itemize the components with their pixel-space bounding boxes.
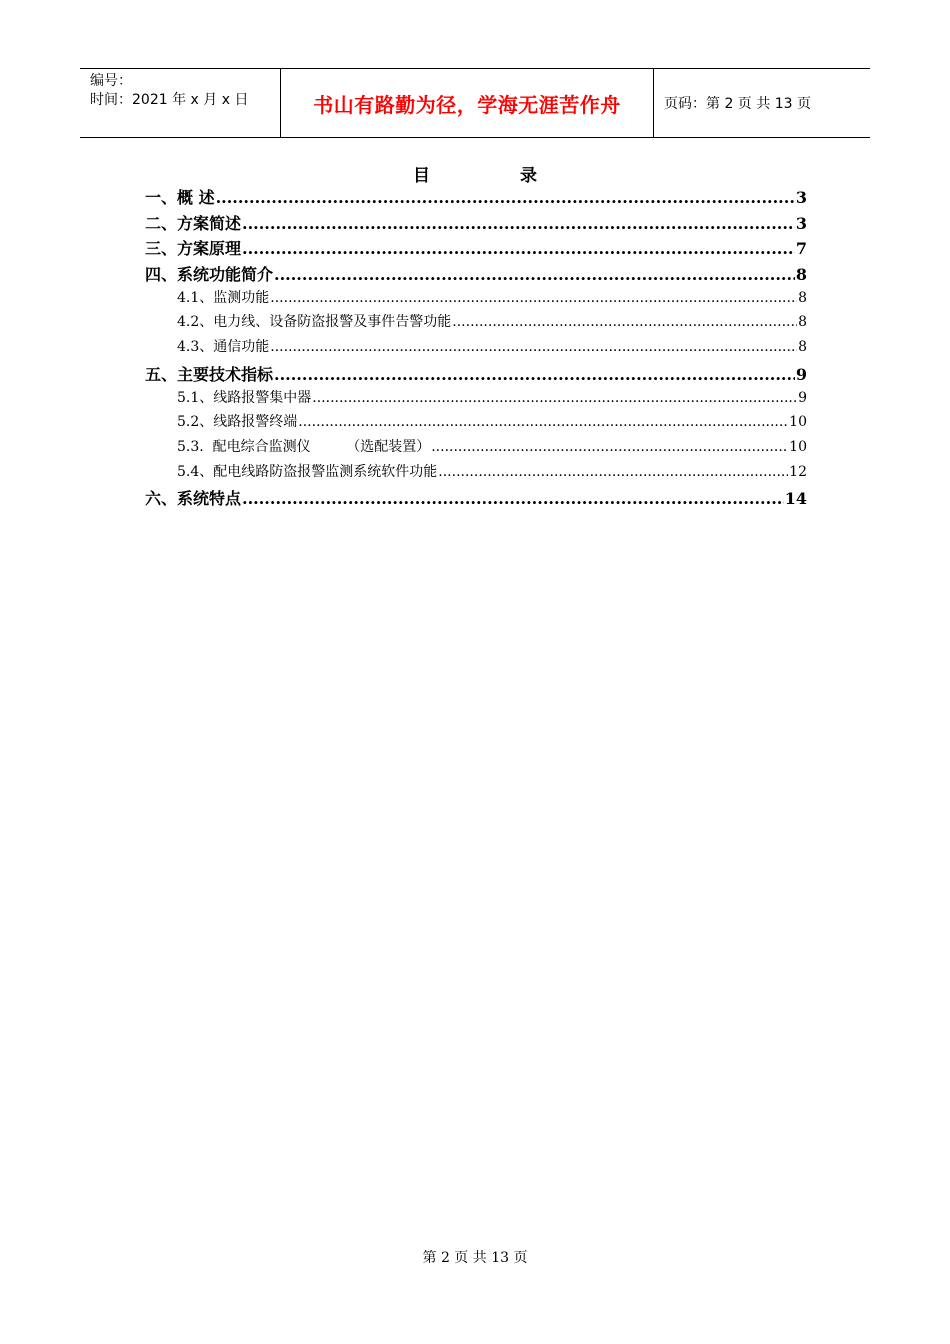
toc-entry-label: 5.4、配电线路防盗报警监测系统软件功能 bbox=[177, 463, 438, 480]
toc-subentry-4-1[interactable] bbox=[145, 287, 807, 312]
toc-entry-technical-specs[interactable] bbox=[145, 361, 807, 387]
toc-entry-label: 六、系统特点 bbox=[145, 489, 242, 509]
toc-entry-label: 4.3、通信功能 bbox=[177, 339, 270, 356]
toc-entry-label: 一、概 述 bbox=[145, 188, 215, 207]
table-of-contents bbox=[145, 184, 807, 511]
toc-leader-dots bbox=[270, 339, 797, 355]
toc-entry-scheme-summary[interactable] bbox=[145, 210, 807, 236]
toc-entry-label: 4.2、电力线、设备防盗报警及事件告警功能 bbox=[177, 314, 452, 331]
toc-entry-system-features[interactable] bbox=[145, 485, 807, 511]
toc-leader-dots bbox=[242, 214, 795, 233]
toc-subentry-5-3[interactable] bbox=[145, 436, 807, 461]
toc-leader-dots bbox=[431, 439, 788, 455]
toc-leader-dots bbox=[216, 188, 795, 207]
toc-subentry-5-4[interactable] bbox=[145, 461, 807, 486]
toc-leader-dots bbox=[438, 464, 788, 480]
toc-entry-label: 五、主要技术指标 bbox=[145, 364, 274, 384]
toc-entry-label: 三、方案原理 bbox=[145, 239, 242, 259]
header-info-cell bbox=[80, 69, 281, 137]
toc-entry-page: 8 bbox=[798, 339, 807, 356]
toc-entry-label: 5.1、线路报警集中器 bbox=[177, 389, 312, 406]
toc-entry-page: 12 bbox=[789, 463, 807, 480]
toc-entry-overview[interactable] bbox=[145, 184, 807, 210]
toc-entry-page: 14 bbox=[784, 489, 807, 509]
toc-entry-page: 3 bbox=[795, 213, 807, 233]
header-motto: 书山有路勤为径，学海无涯苦作舟 bbox=[281, 69, 654, 137]
toc-title-left: 目 bbox=[413, 166, 430, 186]
toc-entry-label: 4.1、监测功能 bbox=[177, 289, 270, 306]
toc-leader-dots bbox=[274, 265, 795, 284]
toc-entry-label: 二、方案简述 bbox=[145, 213, 242, 233]
time-label: 时间：2021 年 x 月 x 日 bbox=[90, 92, 249, 108]
toc-entry-page: 9 bbox=[798, 389, 807, 406]
toc-leader-dots bbox=[242, 489, 784, 508]
toc-leader-dots bbox=[298, 414, 788, 430]
toc-title bbox=[0, 161, 950, 186]
toc-leader-dots bbox=[452, 314, 797, 330]
header-page-label: 页码：第 2 页 共 13 页 bbox=[664, 96, 811, 112]
toc-entry-label: 5.3. 配电综合监测仪 （选配装置） bbox=[177, 438, 431, 455]
toc-entry-label: 四、系统功能简介 bbox=[145, 265, 274, 285]
toc-entry-page: 8 bbox=[798, 289, 807, 306]
toc-entry-label: 5.2、线路报警终端 bbox=[177, 414, 298, 431]
toc-entry-page: 8 bbox=[798, 314, 807, 331]
toc-entry-system-functions[interactable] bbox=[145, 261, 807, 287]
toc-subentry-4-3[interactable] bbox=[145, 336, 807, 361]
document-header bbox=[80, 68, 870, 138]
toc-entry-scheme-principle[interactable] bbox=[145, 235, 807, 261]
toc-subentry-5-1[interactable] bbox=[145, 387, 807, 412]
doc-number-label: 编号： bbox=[90, 73, 132, 89]
toc-leader-dots bbox=[270, 290, 797, 306]
toc-title-right: 录 bbox=[520, 166, 537, 186]
toc-subentry-5-2[interactable] bbox=[145, 411, 807, 436]
toc-leader-dots bbox=[312, 390, 797, 406]
toc-entry-page: 9 bbox=[795, 364, 807, 384]
toc-entry-page: 7 bbox=[795, 239, 807, 259]
toc-leader-dots bbox=[274, 365, 795, 384]
page-footer: 第 2 页 共 13 页 bbox=[422, 1250, 528, 1266]
toc-entry-page: 10 bbox=[789, 414, 807, 431]
toc-entry-page: 3 bbox=[795, 188, 807, 207]
toc-entry-page: 10 bbox=[789, 438, 807, 455]
toc-entry-page: 8 bbox=[795, 265, 807, 285]
toc-subentry-4-2[interactable] bbox=[145, 311, 807, 336]
toc-leader-dots bbox=[242, 239, 795, 258]
